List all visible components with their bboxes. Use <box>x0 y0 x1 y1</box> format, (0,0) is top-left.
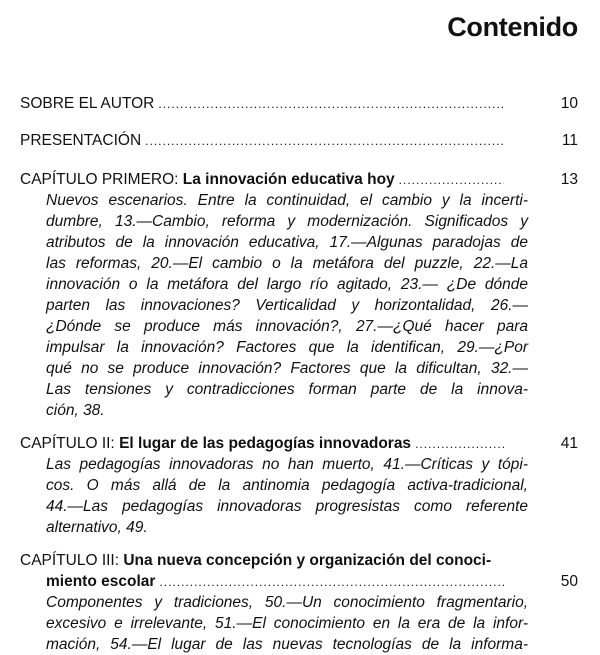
section-line: Componentes y tradiciones, 50.—Un conocimiento fragmentario, <box>46 594 528 611</box>
chapter-number: CAPÍTULO PRIMERO: <box>20 171 183 188</box>
section-line: Las pedagogías innovadoras no han muerto, 41.—Críticas y tópi- <box>46 456 528 473</box>
toc-entry-label <box>20 433 411 454</box>
section-line: impulsar la innovación? Factores que la identifican, 29.—¿Por <box>46 339 528 356</box>
section-line: ¿Dónde se produce más innovación?, 27.—¿Qué hacer para <box>46 318 528 335</box>
toc-entry-capitulo-ii[interactable] <box>20 433 578 454</box>
chapter-title: La innovación educativa hoy <box>182 171 395 188</box>
page-number: 41 <box>560 435 578 452</box>
toc-entry-label: PRESENTACIÓN <box>20 132 142 149</box>
toc-entry-presentacion[interactable] <box>20 130 578 151</box>
section-line: alternativo, 49. <box>46 519 148 536</box>
toc-entry-label: SOBRE EL AUTOR <box>20 95 155 112</box>
section-line: cos. O más allá de la antinomia pedagogía activa-tradicional, <box>46 477 528 494</box>
dot-leader <box>415 434 504 455</box>
section-line: mación, 54.—El lugar de las nuevas tecnologías de la informa- <box>46 636 528 653</box>
page-title: Contenido <box>447 12 578 42</box>
toc-entry-label <box>20 169 395 190</box>
section-line: ción, 38. <box>46 402 105 419</box>
section-line: atributos de la innovación educativa, 17.—Algunas paradojas de <box>46 234 528 251</box>
dot-leader <box>159 572 504 593</box>
toc-entry-capitulo-iii-cont[interactable] <box>46 571 578 592</box>
section-line: dumbre, 13.—Cambio, reforma y modernización. Significados y <box>46 213 528 230</box>
chapter-title: El lugar de las pedagogías innovadoras <box>119 435 412 452</box>
chapter-title: Una nueva concepción y organización del conoci- <box>123 552 492 569</box>
dot-leader <box>399 170 504 191</box>
toc-entry-capitulo-iii[interactable] <box>20 550 578 571</box>
page-number: 13 <box>560 171 578 188</box>
chapter-number: CAPÍTULO III: <box>20 552 124 569</box>
section-line: Nuevos escenarios. Entre la continuidad, el cambio y la incerti- <box>46 192 528 209</box>
toc-entry-sobre-el-autor[interactable] <box>20 93 578 114</box>
toc-entry-label <box>20 550 491 571</box>
page-number: 11 <box>561 132 578 149</box>
chapter-number: CAPÍTULO II: <box>20 435 120 452</box>
dot-leader <box>158 94 504 115</box>
section-line: 44.—Las pedagogías innovadoras progresistas como referente <box>46 498 528 515</box>
toc-entry-capitulo-primero[interactable] <box>20 169 578 190</box>
section-line: parten las innovaciones? Verticalidad y horizontalidad, 26.— <box>46 297 528 314</box>
dot-leader <box>145 131 504 152</box>
section-line: qué no se produce innovación? Factores que la dificultan, 32.— <box>46 360 528 377</box>
toc-entry-label <box>46 571 155 592</box>
page-number: 10 <box>560 95 578 112</box>
chapter-title: miento escolar <box>46 573 156 590</box>
section-line: las reformas, 20.—El cambio o la metáfora del puzzle, 22.—La <box>46 255 528 272</box>
page-number: 50 <box>560 573 578 590</box>
section-line: innovación o la metáfora del largo río agitado, 23.— ¿De dónde <box>46 276 528 293</box>
section-line: excesivo e irrelevante, 51.—El conocimiento en la era de la infor- <box>46 615 528 632</box>
section-line: Las tensiones y contradicciones forman parte de la innova- <box>46 381 528 398</box>
